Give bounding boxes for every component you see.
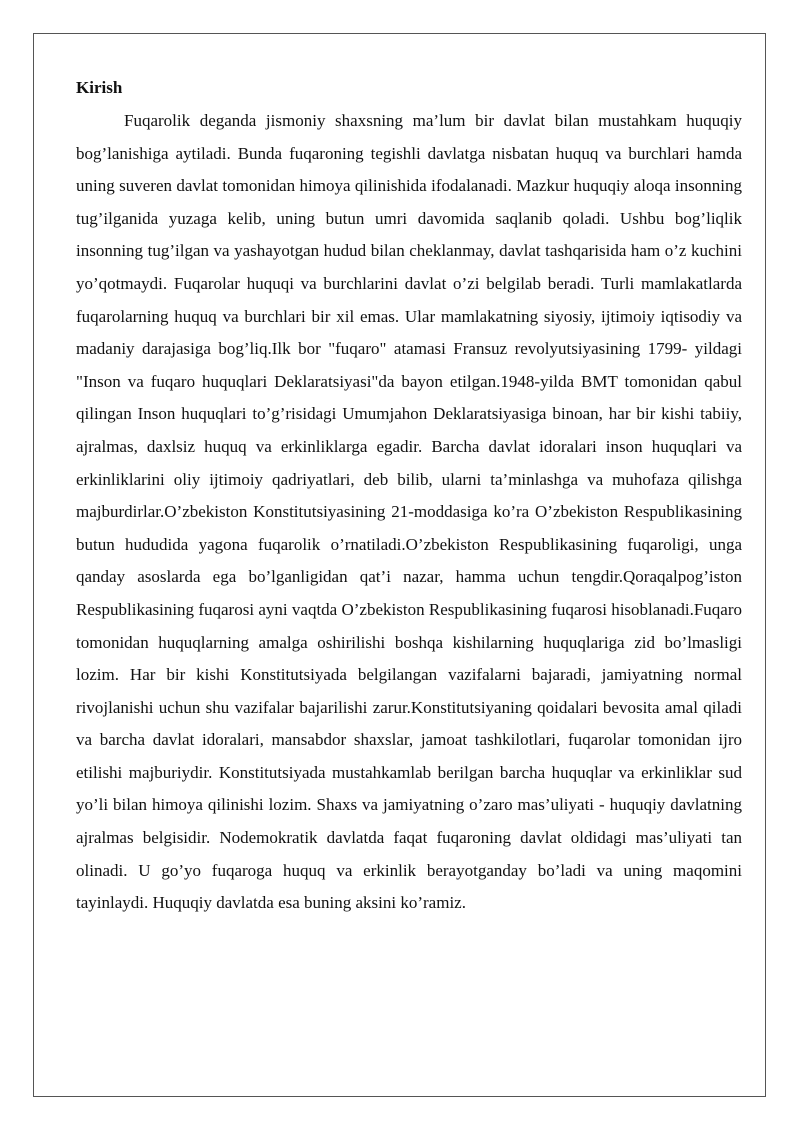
body-paragraph: Fuqarolik deganda jismoniy shaxsning ma’lum bir davlat bilan mustahkam huquqiy bog’lanishiga aytiladi. Bunda fuqaroning tegishli davlatga nisbatan huquq va burchlari hamda uning suveren davlat tomonidan himoya qilinishida ifodalanadi. Mazkur huquqiy aloqa insonning tug’ilganida yuzaga kelib, uning butun umri davomida saqlanib qoladi. Ushbu bog’liqlik insonning tug’ilgan va yashayotgan hudud bilan cheklanmay, davlat tashqarisida ham o’z kuchini yo’qotmaydi. Fuqarolar huquqi va burchlarini davlat o’zi belgilab beradi. Turli mamlakatlarda fuqarolarning huquq va burchlari bir xil emas. Ular mamlakatning siyosiy, ijtimoiy iqtisodiy va madaniy darajasiga bog’liq.Ilk bor "fuqaro" atamasi Fransuz revolyutsiyasining 1799- yildagi "Inson va fuqaro huquqlari Deklaratsiyasi"da bayon etilgan.1948-yilda BMT tomonidan qabul qilingan Inson huquqlari to’g’risidagi Umumjahon Deklaratsiyasiga binoan, har bir kishi tabiiy, ajralmas, daxlsiz huquq va erkinliklarga egadir. Barcha davlat idoralari inson huquqlari va erkinliklarini oliy ijtimoiy qadriyatlari, deb bilib, ularni ta’minlashga va muhofaza qilishga majburdirlar.O’zbekiston Konstitutsiyasining 21-moddasiga ko’ra O’zbekiston Respublikasining butun hududida yagona fuqarolik o’rnatiladi.O’zbekiston Respublikasining fuqaroligi, unga qanday asoslarda ega bo’lganligidan qat’i nazar, hamma uchun tengdir.Qoraqalpog’iston Respublikasining fuqarosi ayni vaqtda O’zbekiston Respublikasining fuqarosi hisoblanadi.Fuqaro tomonidan huquqlarning amalga oshirilishi boshqa kishilarning huquqlariga zid bo’lmasligi lozim. Har bir kishi Konstitutsiyada belgilangan vazifalarni bajaradi, jamiyatning normal rivojlanishi uchun shu vazifalar bajarilishi zarur.Konstitutsiyaning qoidalari bevosita amal qiladi va barcha davlat idoralari, mansabdor shaxslar, jamoat tashkilotlari, fuqarolar tomonidan ijro etilishi majburiydir. Konstitutsiyada mustahkamlab berilgan barcha huquqlar va erkinliklar sud yo’li bilan himoya qilinishi lozim. Shaxs va jamiyatning o’zaro mas’uliyati - huquqiy davlatning ajralmas belgisidir. Nodemokratik davlatda faqat fuqaroning davlat oldidagi mas’uliyati tan olinadi. U go’yo fuqaroga huquq va erkinlik berayotganday bo’ladi va uning maqomini tayinlaydi. Huquqiy davlatda esa buning aksini ko’ramiz. [76,111,742,913]
section-heading: Kirish [76,78,123,97]
document-body [76,74,742,920]
